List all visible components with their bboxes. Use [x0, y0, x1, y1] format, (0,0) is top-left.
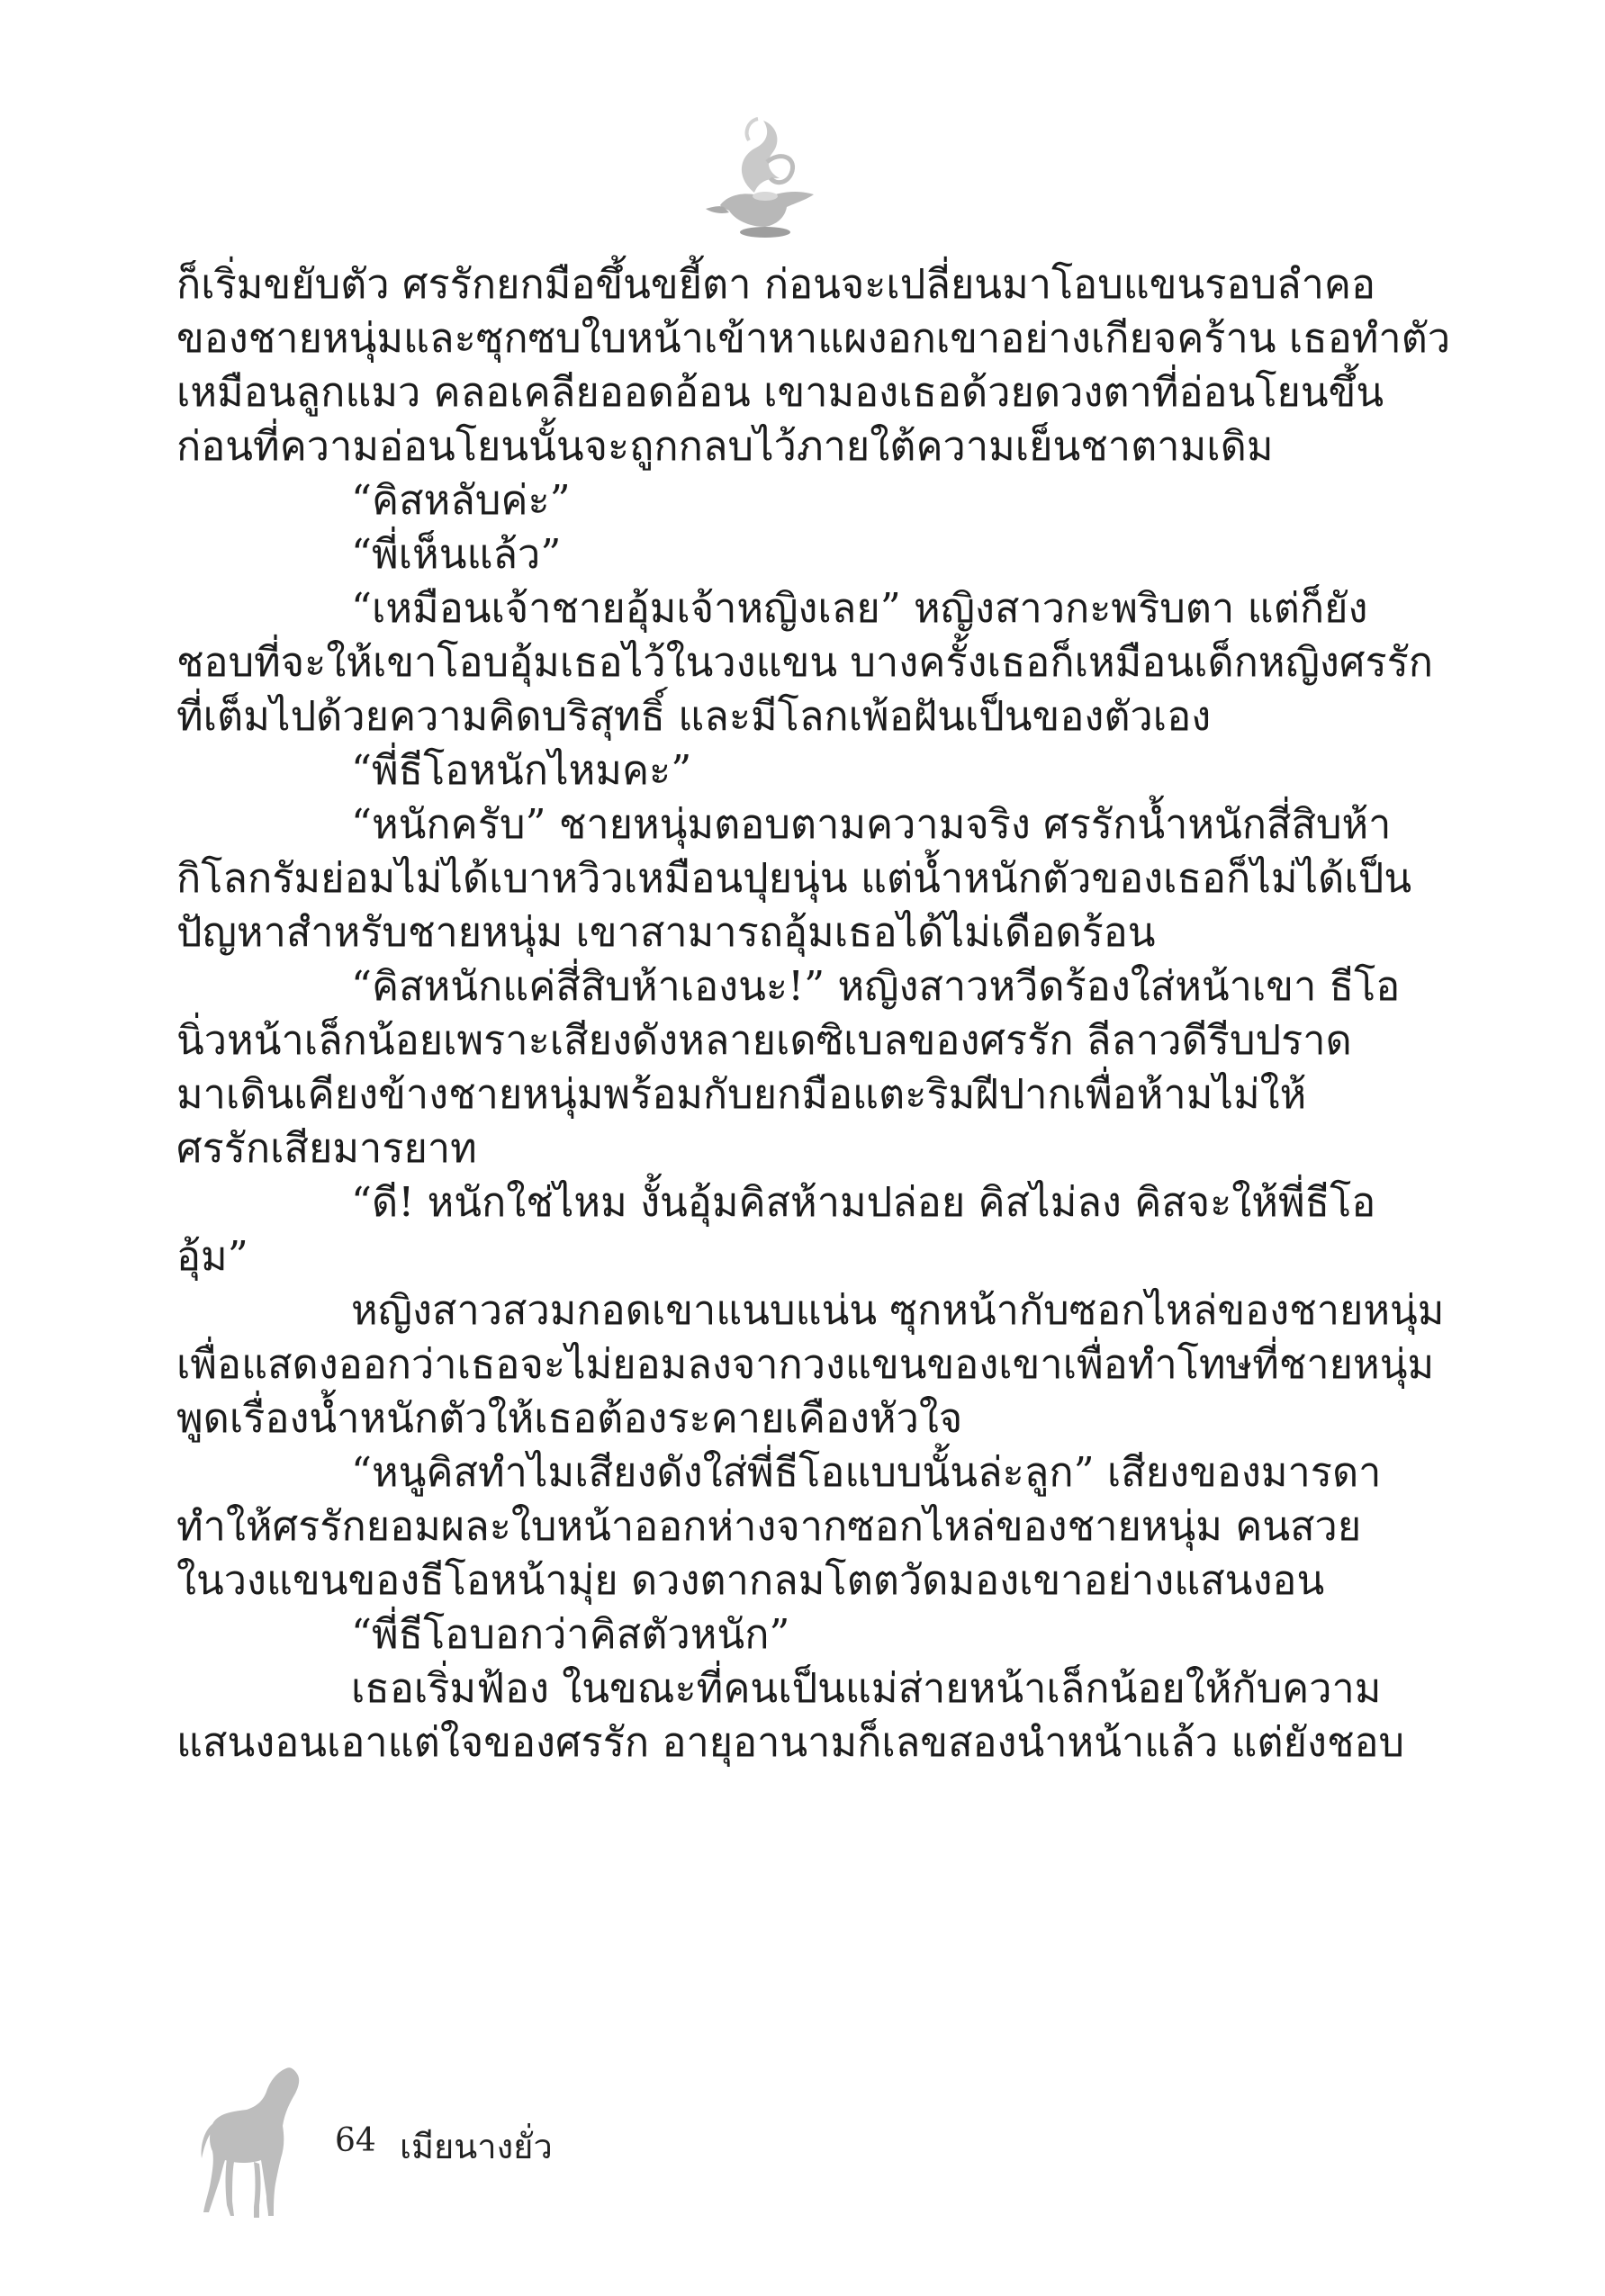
text-line: แสนงอนเอาแต่ใจของศรรัก อายุอานามก็เลขสองนำหน้าแล้ว แต่ยังชอบ [176, 1718, 1405, 1766]
text-line: “พี่ธีโอบอกว่าคิสตัวหนัก” [351, 1610, 790, 1658]
text-line: “คิสหลับค่ะ” [351, 476, 571, 524]
page-footer [191, 2061, 731, 2232]
text-line: กิโลกรัมย่อมไม่ได้เบาหวิวเหมือนปุยนุ่น แต่น้ำหนักตัวของเธอก็ไม่ได้เป็น [176, 854, 1412, 902]
text-line: “ดี! หนักใช่ไหม งั้นอุ้มคิสห้ามปล่อย คิสไม่ลง คิสจะให้พี่ธีโอ [351, 1178, 1376, 1226]
text-line: มาเดินเคียงข้างชายหนุ่มพร้อมกับยกมือแตะริมฝีปากเพื่อห้ามไม่ให้ [176, 1070, 1307, 1118]
text-line: หญิงสาวสวมกอดเขาแนบแน่น ซุกหน้ากับซอกไหล่ของชายหนุ่ม [351, 1286, 1445, 1334]
text-line: อุ้ม” [176, 1232, 248, 1280]
text-line: ก็เริ่มขยับตัว ศรรักยกมือขึ้นขยี้ตา ก่อนจะเปลี่ยนมาโอบแขนรอบลำคอ [176, 260, 1376, 308]
text-line: ทำให้ศรรักยอมผละใบหน้าออกห่างจากซอกไหล่ของชายหนุ่ม คนสวย [176, 1502, 1362, 1550]
text-line: “หนูคิสทำไมเสียงดังใส่พี่ธีโอแบบนั้นล่ะลูก” เสียงของมารดา [351, 1448, 1382, 1496]
page-number: 64 [335, 2122, 376, 2159]
text-line: เธอเริ่มฟ้อง ในขณะที่คนเป็นแม่ส่ายหน้าเล็กน้อยให้กับความ [351, 1664, 1382, 1712]
genie-lamp-icon [702, 106, 828, 241]
text-line: ชอบที่จะให้เขาโอบอุ้มเธอไว้ในวงแขน บางครั้งเธอก็เหมือนเด็กหญิงศรรัก [176, 638, 1434, 686]
text-line: “พี่เห็นแล้ว” [351, 530, 562, 578]
text-line: นิ่วหน้าเล็กน้อยเพราะเสียงดังหลายเดซิเบลของศรรัก ลีลาวดีรีบปราด [176, 1016, 1352, 1064]
text-line: เพื่อแสดงออกว่าเธอจะไม่ยอมลงจากวงแขนของเขาเพื่อทำโทษที่ชายหนุ่ม [176, 1340, 1435, 1388]
text-line: พูดเรื่องน้ำหนักตัวให้เธอต้องระคายเคืองหัวใจ [176, 1394, 963, 1442]
text-line: ศรรักเสียมารยาท [176, 1124, 477, 1172]
text-line: ปัญหาสำหรับชายหนุ่ม เขาสามารถอุ้มเธอได้ไม่เดือดร้อน [176, 908, 1156, 956]
text-line: “คิสหนักแค่สี่สิบห้าเองนะ!” หญิงสาวหวีดร้องใส่หน้าเขา ธีโอ [351, 962, 1401, 1010]
text-line: เหมือนลูกแมว คลอเคลียออดอ้อน เขามองเธอด้วยดวงตาที่อ่อนโยนขึ้น [176, 368, 1384, 416]
body-text [176, 257, 1451, 1769]
text-line: ก่อนที่ความอ่อนโยนนั้นจะถูกกลบไว้ภายใต้ความเย็นชาตามเดิม [176, 422, 1274, 470]
text-line: “หนักครับ” ชายหนุ่มตอบตามความจริง ศรรักน้ำหนักสี่สิบห้า [351, 800, 1392, 848]
text-line: “พี่ธีโอหนักไหมคะ” [351, 746, 692, 794]
book-title: เมียนางยั่ว [400, 2127, 553, 2166]
text-line: ของชายหนุ่มและซุกซบใบหน้าเข้าหาแผงอกเขาอย่างเกียจคร้าน เธอทำตัว [176, 314, 1451, 362]
text-line: “เหมือนเจ้าชายอุ้มเจ้าหญิงเลย” หญิงสาวกะพริบตา แต่ก็ยัง [351, 584, 1368, 632]
horse-icon [191, 2061, 321, 2228]
text-line: ที่เต็มไปด้วยความคิดบริสุทธิ์ และมีโลกเพ้อฝันเป็นของตัวเอง [176, 692, 1212, 740]
text-line: ในวงแขนของธีโอหน้ามุ่ย ดวงตากลมโตตวัดมองเขาอย่างแสนงอน [176, 1556, 1325, 1604]
